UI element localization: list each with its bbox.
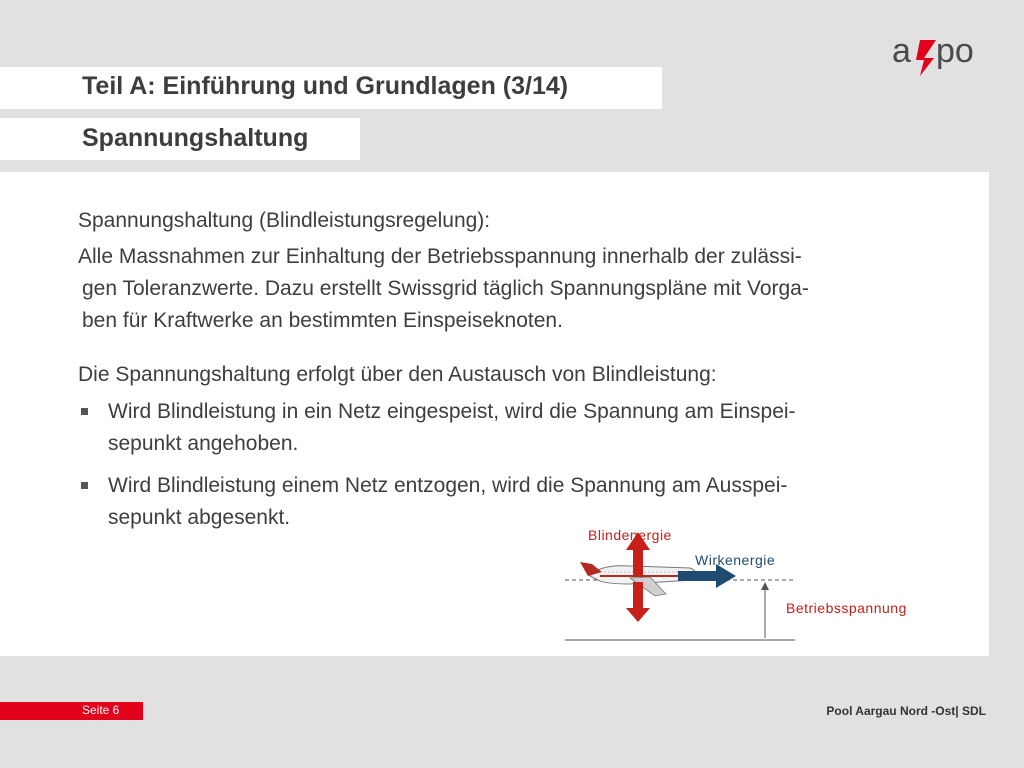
paragraph-line: gen Toleranzwerte. Dazu erstellt Swissgrid täglich Spannungspläne mit Vorga- [82,277,809,300]
paragraph-line: ben für Kraftwerke an bestimmten Einspeiseknoten. [82,309,563,332]
slide-subtitle: Spannungshaltung [82,124,309,152]
footer-text: Pool Aargau Nord -Ost| SDL [826,704,986,718]
content-intro: Die Spannungshaltung erfolgt über den Austausch von Blindleistung: [78,363,717,386]
label-blindenergie: Blindenergie [588,527,672,543]
square-bullet-icon [81,408,88,415]
content-heading: Spannungshaltung (Blindleistungsregelung): [78,209,491,232]
svg-text:po: po [936,32,974,70]
page-number: Seite 6 [82,703,120,717]
svg-text:a: a [892,32,911,70]
bullet-line: sepunkt angehoben. [108,432,299,455]
footer-accent-bar [0,702,143,720]
label-wirkenergie: Wirkenergie [695,552,776,568]
bullet-line: Wird Blindleistung in ein Netz eingespeist, wird die Spannung am Einspei- [108,400,796,423]
label-betriebsspannung: Betriebsspannung [786,600,907,616]
bullet-line: Wird Blindleistung einem Netz entzogen, wird die Spannung am Ausspei- [108,474,788,497]
slide-title: Teil A: Einführung und Grundlagen (3/14) [82,72,569,100]
bullet-line: sepunkt abgesenkt. [108,506,291,529]
axpo-logo [890,30,990,80]
square-bullet-icon [81,482,88,489]
content-paragraph [78,241,968,337]
paragraph-line: Alle Massnahmen zur Einhaltung der Betriebsspannung innerhalb der zulässi- [78,245,802,268]
